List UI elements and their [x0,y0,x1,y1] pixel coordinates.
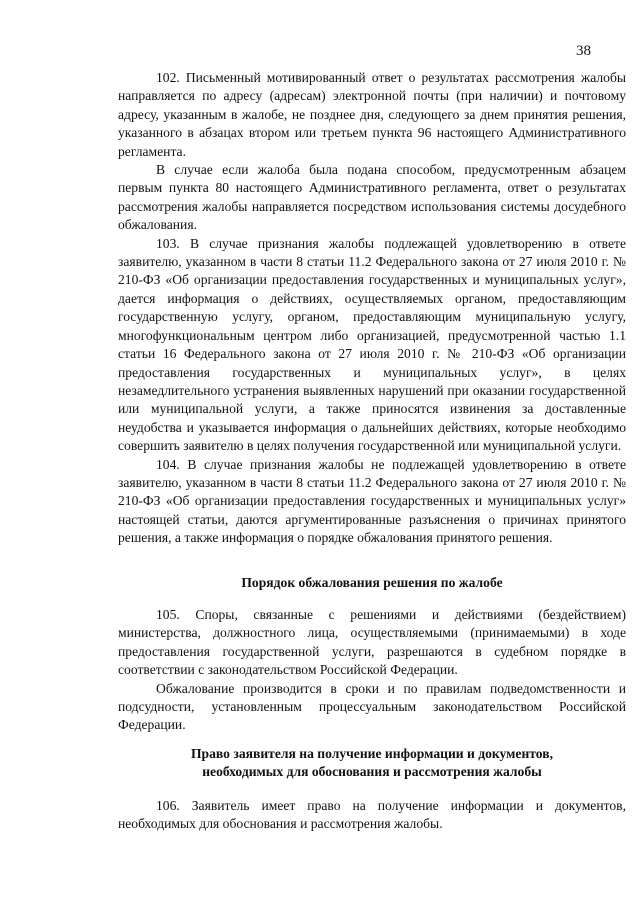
text-block-3 [118,797,626,834]
paragraph-105: 105. Споры, связанные с решениями и действиями (бездействием) министерства, должностного лица, осуществляемыми (принимаемыми) в ходе предоставления государственной услуги, разрешаются в судебном порядке в соответствии с законодательством Российской Федерации. [118,607,626,678]
section-heading-appeal-order: Порядок обжалования решения по жалобе [241,575,503,590]
heading-line-2: необходимых для обоснования и рассмотрения жалобы [202,764,542,779]
paragraph-103: 103. В случае признания жалобы подлежащей удовлетворению в ответе заявителю, указанном в части 8 статьи 11.2 Федерального закона от 27 июля 2010 г. № 210-ФЗ «Об организации предоставления государственных и муниципальных услуг», дается информация о действиях, осуществляемых органом, предоставляющим государственную услугу, органом, предоставляющим муниципальную услугу, многофункциональным центром либо организацией, предусмотренной частью 1.1 статьи 16 Федерального закона от 27 июля 2010 г. № 210-ФЗ «Об организации предоставления государственных и муниципальных услуг», в целях незамедлительного устранения выявленных нарушений при оказании государственной или муниципальной услуги, а также приносятся извинения за доставленные неудобства и указывается информация о дальнейших действиях, которые необходимо совершить заявителю в целях получения государственной или муниципальной услуги. [118,235,626,454]
paragraph-106: 106. Заявитель имеет право на получение информации и документов, необходимых для обоснования и рассмотрения жалобы. [118,798,626,832]
paragraph-105-note: Обжалование производится в сроки и по правилам подведомственности и подсудности, установленным процессуальным законодательством Российской Федерации. [118,680,626,733]
paragraph-102-note: В случае если жалоба была подана способом, предусмотренным абзацем первым пункта 80 настоящего Административного регламента, ответ о результатах рассмотрения жалобы направляется посредством использования системы досудебного обжалования. [118,162,626,233]
page-number: 38 [576,43,591,59]
section-heading-applicant-rights [118,745,626,781]
text-block-1 [118,69,626,548]
paragraph-104: 104. В случае признания жалобы не подлежащей удовлетворению в ответе заявителю, указанном в части 8 статьи 11.2 Федерального закона от 27 июля 2010 г. № 210-ФЗ «Об организации предоставления государственных и муниципальных услуг» настоящей статьи, даются аргументированные разъяснения о причинах принятого решения, а также информация о порядке обжалования принятого решения. [118,456,626,546]
paragraph-102: 102. Письменный мотивированный ответ о результатах рассмотрения жалобы направляется по адресу (адресам) электронной почты (при наличии) и почтовому адресу, указанным в жалобе, не позднее дня, следующего за днем принятия решения, указанного в абзацах втором или третьем пункта 96 настоящего Административного регламента. [118,70,626,159]
heading-line-1: Право заявителя на получение информации и документов, [190,746,553,761]
text-block-2 [118,606,626,735]
